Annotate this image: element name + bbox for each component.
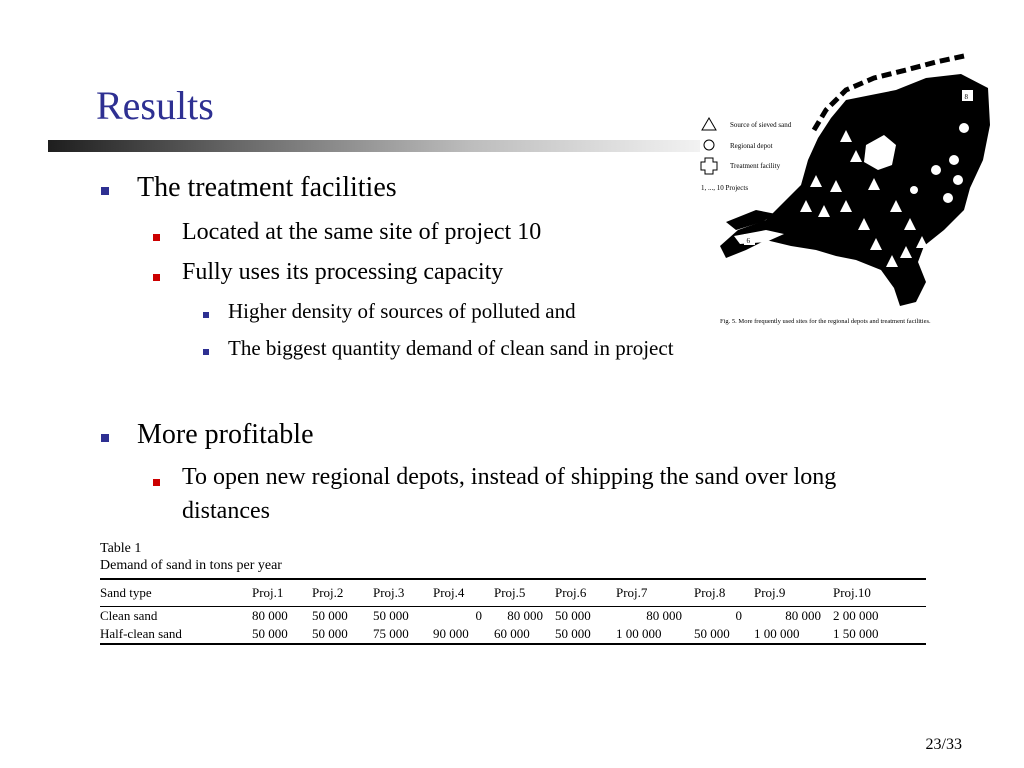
table-cell: 80 000 xyxy=(646,608,682,623)
table-cell: 50 000 xyxy=(555,626,591,641)
legend-facility: Treatment facility xyxy=(730,162,781,170)
bullet-marker xyxy=(101,434,109,442)
table-row xyxy=(100,607,926,626)
page-number: 23/33 xyxy=(925,736,962,753)
bullet-marker xyxy=(153,234,160,241)
legend-circle-icon xyxy=(704,140,714,150)
table-cell: 50 000 xyxy=(312,608,348,623)
table-cell: 50 000 xyxy=(694,626,730,641)
bullet-open-depots-line2: distances xyxy=(182,498,270,524)
table-header-row xyxy=(100,579,926,607)
bullet-marker xyxy=(203,349,209,355)
bullet-fully: Fully uses its processing capacity xyxy=(182,259,504,285)
table-cell: 75 000 xyxy=(373,626,409,641)
sand-demand-table xyxy=(100,540,930,645)
table-header: Proj.4 xyxy=(433,585,465,600)
table-cell: 80 000 xyxy=(785,608,821,623)
table-header: Proj.8 xyxy=(694,585,726,600)
demand-table xyxy=(100,578,926,645)
table-cell: 60 000 xyxy=(494,626,530,641)
legend-depot: Regional depot xyxy=(730,142,773,150)
table-header: Proj.1 xyxy=(252,585,284,600)
table-header: Proj.9 xyxy=(754,585,786,600)
table-cell: 50 000 xyxy=(373,608,409,623)
bullet-marker xyxy=(153,274,160,281)
bullet-biggest: The biggest quantity demand of clean sand in project xyxy=(228,336,674,360)
table-header: Proj.10 xyxy=(833,585,871,600)
bullet-treatment: The treatment facilities xyxy=(137,172,397,203)
project-label-6: 6 xyxy=(746,237,750,245)
table-label: Table 1 xyxy=(100,541,142,556)
table-cell: 1 50 000 xyxy=(833,626,879,641)
map-landmass xyxy=(720,74,990,306)
bullet-profitable: More profitable xyxy=(137,419,314,450)
legend-triangle-icon xyxy=(702,118,716,130)
table-header: Proj.5 xyxy=(494,585,526,600)
table-cell: 50 000 xyxy=(252,626,288,641)
table-cell: 50 000 xyxy=(555,608,591,623)
table-cell: 0 xyxy=(475,608,482,623)
bullet-higher: Higher density of sources of polluted and xyxy=(228,299,576,323)
table-header: Proj.3 xyxy=(373,585,405,600)
table-cell: Half-clean sand xyxy=(100,626,182,641)
table-caption: Demand of sand in tons per year xyxy=(100,558,282,573)
bullet-open-depots-line1: To open new regional depots, instead of shipping the sand over long xyxy=(182,464,837,490)
bullet-marker xyxy=(153,479,160,486)
table-cell: 2 00 000 xyxy=(833,608,879,623)
table-cell: 80 000 xyxy=(507,608,543,623)
table-header: Proj.2 xyxy=(312,585,344,600)
table-cell: 1 00 000 xyxy=(754,626,800,641)
table-cell: 0 xyxy=(735,608,742,623)
legend-projects: 1, ..., 10 Projects xyxy=(701,184,749,192)
table-cell: Clean sand xyxy=(100,608,158,623)
table-cell: 90 000 xyxy=(433,626,469,641)
legend-cross-icon xyxy=(701,158,717,174)
table-cell: 80 000 xyxy=(252,608,288,623)
netherlands-map-figure xyxy=(696,50,996,330)
table-header: Proj.6 xyxy=(555,585,587,600)
slide-title: Results xyxy=(96,83,214,128)
bullet-located: Located at the same site of project 10 xyxy=(182,219,542,245)
table-cell: 50 000 xyxy=(312,626,348,641)
legend-source: Source of sieved sand xyxy=(730,121,792,129)
title-divider xyxy=(48,140,700,152)
bullet-marker xyxy=(101,187,109,195)
table-header: Proj.7 xyxy=(616,585,648,600)
table-cell: 1 00 000 xyxy=(616,626,662,641)
figure-caption: Fig. 5. More frequently used sites for the regional depots and treatment facilities. xyxy=(720,318,931,325)
bullet-marker xyxy=(203,312,209,318)
project-label-8: 8 xyxy=(964,93,968,101)
table-header: Sand type xyxy=(100,585,152,600)
table-row xyxy=(100,625,926,644)
